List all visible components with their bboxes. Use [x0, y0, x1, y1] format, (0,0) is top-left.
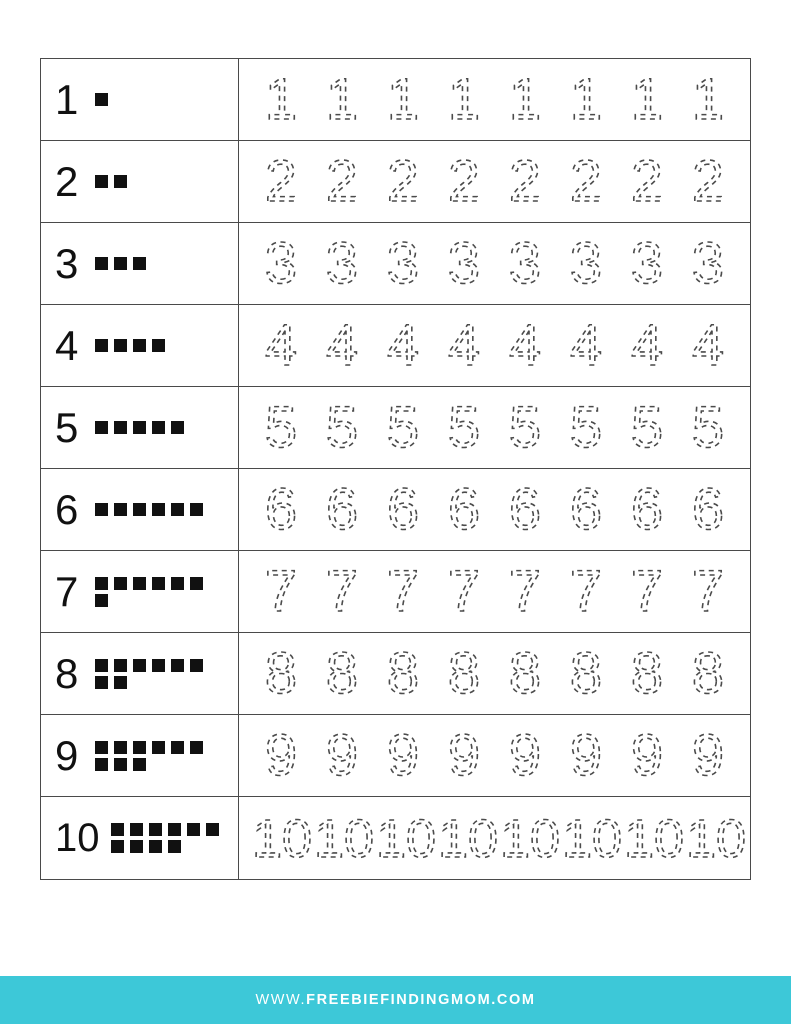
count-dot: [95, 577, 108, 590]
svg-text:7: 7: [569, 558, 602, 624]
svg-text:6: 6: [630, 476, 663, 542]
svg-text:7: 7: [691, 558, 724, 624]
trace-numeral: [444, 231, 484, 297]
dot-group: [95, 91, 221, 108]
svg-text:9: 9: [326, 722, 359, 788]
count-dot: [152, 741, 165, 754]
count-dot: [149, 840, 162, 853]
trace-cell: [239, 797, 759, 879]
svg-text:8: 8: [326, 640, 359, 706]
count-dot: [114, 741, 127, 754]
trace-numeral: [499, 805, 561, 871]
svg-text:3: 3: [387, 230, 420, 296]
trace-numeral: [627, 67, 667, 133]
trace-numeral: [688, 559, 728, 625]
svg-text:2: 2: [447, 148, 481, 214]
trace-numeral: [383, 477, 423, 543]
trace-numeral: [627, 641, 667, 707]
row-numeral: 3: [55, 239, 79, 287]
svg-text:8: 8: [508, 640, 542, 706]
row-key-cell: [41, 715, 239, 796]
count-dot: [95, 758, 108, 771]
trace-numeral: [444, 477, 484, 543]
trace-numeral: [322, 395, 362, 461]
tracing-row: [41, 469, 750, 551]
trace-numeral: [566, 723, 606, 789]
svg-text:5: 5: [630, 394, 663, 460]
trace-numeral: [566, 149, 606, 215]
svg-text:8: 8: [630, 640, 663, 706]
svg-text:3: 3: [569, 230, 602, 296]
tracing-row: [41, 715, 750, 797]
count-dot: [114, 421, 127, 434]
svg-text:4: 4: [265, 312, 298, 378]
count-dot: [190, 659, 203, 672]
trace-numeral: [505, 559, 545, 625]
svg-text:10: 10: [251, 809, 313, 869]
svg-text:9: 9: [691, 722, 724, 788]
svg-text:9: 9: [630, 722, 663, 788]
trace-numeral: [444, 149, 484, 215]
count-dot: [190, 577, 203, 590]
site-url: [255, 992, 535, 1008]
count-dot: [130, 823, 143, 836]
trace-numeral: [566, 67, 606, 133]
svg-text:2: 2: [265, 148, 298, 214]
svg-text:5: 5: [326, 394, 359, 460]
svg-text:3: 3: [630, 230, 663, 296]
count-dot: [111, 840, 124, 853]
trace-cell: [239, 305, 750, 386]
trace-numeral: [261, 313, 301, 379]
row-key-cell: [41, 59, 239, 140]
row-key-cell: [41, 305, 239, 386]
count-dot: [95, 175, 108, 188]
svg-text:1: 1: [326, 66, 359, 132]
trace-numeral: [444, 67, 484, 133]
count-dot: [171, 503, 184, 516]
row-numeral: 5: [55, 403, 79, 451]
count-dot: [133, 758, 146, 771]
count-dot: [133, 503, 146, 516]
count-dot: [133, 659, 146, 672]
trace-numeral: [444, 641, 484, 707]
count-dot: [133, 421, 146, 434]
svg-text:1: 1: [508, 66, 542, 132]
trace-numeral: [261, 477, 301, 543]
count-dot: [152, 339, 165, 352]
trace-numeral: [261, 559, 301, 625]
dot-group: [95, 337, 221, 354]
svg-text:10: 10: [623, 809, 685, 869]
dot-group: [95, 575, 221, 609]
svg-text:4: 4: [447, 312, 481, 378]
row-numeral: 7: [55, 567, 79, 615]
svg-text:5: 5: [387, 394, 420, 460]
svg-text:2: 2: [691, 148, 724, 214]
svg-text:9: 9: [447, 722, 481, 788]
trace-numeral: [322, 67, 362, 133]
trace-numeral: [251, 805, 313, 871]
svg-text:10: 10: [313, 809, 375, 869]
svg-text:8: 8: [265, 640, 298, 706]
trace-numeral: [688, 313, 728, 379]
trace-numeral: [383, 723, 423, 789]
trace-numeral: [685, 805, 747, 871]
trace-numeral: [322, 641, 362, 707]
trace-numeral: [627, 313, 667, 379]
url-prefix: WWW.: [255, 992, 307, 1008]
trace-numeral: [505, 641, 545, 707]
trace-numeral: [322, 477, 362, 543]
svg-text:4: 4: [326, 312, 359, 378]
trace-numeral: [505, 231, 545, 297]
svg-text:10: 10: [561, 809, 623, 869]
trace-numeral: [627, 231, 667, 297]
row-key-cell: [41, 387, 239, 468]
svg-text:7: 7: [447, 558, 481, 624]
svg-text:4: 4: [508, 312, 542, 378]
svg-text:7: 7: [326, 558, 359, 624]
svg-text:5: 5: [265, 394, 298, 460]
count-dot: [168, 823, 181, 836]
trace-numeral: [688, 641, 728, 707]
svg-text:8: 8: [447, 640, 481, 706]
trace-numeral: [322, 313, 362, 379]
svg-text:6: 6: [691, 476, 724, 542]
svg-text:4: 4: [569, 312, 602, 378]
count-dot: [152, 659, 165, 672]
svg-text:1: 1: [447, 66, 481, 132]
trace-numeral: [566, 559, 606, 625]
count-dot: [168, 840, 181, 853]
count-dot: [95, 676, 108, 689]
count-dot: [114, 503, 127, 516]
count-dot: [111, 823, 124, 836]
trace-numeral: [623, 805, 685, 871]
count-dot: [114, 758, 127, 771]
svg-text:4: 4: [691, 312, 724, 378]
tracing-row: [41, 59, 750, 141]
svg-text:2: 2: [387, 148, 420, 214]
svg-text:3: 3: [508, 230, 542, 296]
svg-text:7: 7: [630, 558, 663, 624]
row-key-cell: [41, 551, 239, 632]
svg-text:5: 5: [447, 394, 481, 460]
row-numeral: 2: [55, 157, 79, 205]
tracing-row: [41, 551, 750, 633]
trace-numeral: [261, 641, 301, 707]
trace-numeral: [383, 641, 423, 707]
row-key-cell: [41, 469, 239, 550]
trace-numeral: [627, 559, 667, 625]
trace-numeral: [322, 559, 362, 625]
trace-numeral: [437, 805, 499, 871]
trace-cell: [239, 141, 750, 222]
svg-text:3: 3: [326, 230, 359, 296]
count-dot: [114, 339, 127, 352]
trace-cell: [239, 469, 750, 550]
svg-text:6: 6: [387, 476, 420, 542]
count-dot: [206, 823, 219, 836]
count-dot: [187, 823, 200, 836]
svg-text:10: 10: [685, 809, 747, 869]
dot-group: [95, 739, 221, 773]
svg-text:2: 2: [508, 148, 542, 214]
url-brand: FREEBIEFINDINGMOM: [306, 992, 492, 1008]
trace-numeral: [261, 67, 301, 133]
svg-text:10: 10: [499, 809, 561, 869]
trace-numeral: [322, 723, 362, 789]
trace-numeral: [627, 477, 667, 543]
trace-numeral: [383, 313, 423, 379]
trace-numeral: [505, 477, 545, 543]
trace-numeral: [688, 395, 728, 461]
trace-numeral: [444, 559, 484, 625]
trace-numeral: [383, 231, 423, 297]
svg-text:7: 7: [508, 558, 542, 624]
dot-group: [95, 173, 221, 190]
trace-numeral: [444, 313, 484, 379]
count-dot: [95, 503, 108, 516]
count-dot: [152, 503, 165, 516]
trace-numeral: [688, 723, 728, 789]
trace-numeral: [566, 231, 606, 297]
svg-text:8: 8: [387, 640, 420, 706]
trace-numeral: [688, 231, 728, 297]
trace-cell: [239, 387, 750, 468]
tracing-row: [41, 797, 750, 879]
count-dot: [133, 339, 146, 352]
row-numeral: 10: [55, 816, 100, 860]
trace-numeral: [383, 149, 423, 215]
svg-text:8: 8: [691, 640, 724, 706]
trace-numeral: [505, 149, 545, 215]
count-dot: [152, 421, 165, 434]
svg-text:5: 5: [691, 394, 724, 460]
row-numeral: 1: [55, 75, 79, 123]
trace-numeral: [505, 395, 545, 461]
svg-text:2: 2: [630, 148, 663, 214]
svg-text:3: 3: [447, 230, 481, 296]
svg-text:3: 3: [691, 230, 724, 296]
tracing-row: [41, 223, 750, 305]
trace-numeral: [261, 395, 301, 461]
trace-numeral: [261, 231, 301, 297]
trace-numeral: [444, 395, 484, 461]
trace-numeral: [375, 805, 437, 871]
trace-numeral: [688, 149, 728, 215]
count-dot: [171, 421, 184, 434]
tracing-row: [41, 387, 750, 469]
svg-text:1: 1: [569, 66, 602, 132]
svg-text:4: 4: [630, 312, 663, 378]
svg-text:6: 6: [508, 476, 542, 542]
trace-numeral: [383, 559, 423, 625]
count-dot: [149, 823, 162, 836]
svg-text:4: 4: [387, 312, 420, 378]
trace-numeral: [566, 313, 606, 379]
count-dot: [95, 421, 108, 434]
dot-group: [95, 419, 221, 436]
trace-numeral: [383, 395, 423, 461]
svg-text:9: 9: [265, 722, 298, 788]
trace-numeral: [561, 805, 623, 871]
count-dot: [114, 577, 127, 590]
svg-text:9: 9: [508, 722, 542, 788]
svg-text:5: 5: [508, 394, 542, 460]
row-numeral: 8: [55, 649, 79, 697]
trace-numeral: [505, 313, 545, 379]
trace-numeral: [688, 477, 728, 543]
svg-text:6: 6: [265, 476, 298, 542]
trace-numeral: [627, 723, 667, 789]
row-numeral: 4: [55, 321, 79, 369]
svg-text:2: 2: [569, 148, 602, 214]
trace-numeral: [261, 723, 301, 789]
trace-numeral: [444, 723, 484, 789]
svg-text:6: 6: [569, 476, 602, 542]
trace-numeral: [566, 395, 606, 461]
count-dot: [171, 577, 184, 590]
count-dot: [95, 594, 108, 607]
row-numeral: 6: [55, 485, 79, 533]
svg-text:5: 5: [569, 394, 602, 460]
trace-numeral: [627, 149, 667, 215]
count-dot: [152, 577, 165, 590]
svg-text:6: 6: [326, 476, 359, 542]
url-suffix: .COM: [491, 992, 536, 1008]
count-dot: [133, 741, 146, 754]
svg-text:9: 9: [387, 722, 420, 788]
trace-numeral: [322, 231, 362, 297]
count-dot: [130, 840, 143, 853]
count-dot: [114, 257, 127, 270]
svg-text:7: 7: [265, 558, 298, 624]
trace-numeral: [313, 805, 375, 871]
count-dot: [133, 257, 146, 270]
row-key-cell: [41, 797, 239, 879]
tracing-row: [41, 305, 750, 387]
trace-numeral: [322, 149, 362, 215]
row-numeral: 9: [55, 731, 79, 779]
svg-text:1: 1: [387, 66, 420, 132]
trace-numeral: [688, 67, 728, 133]
count-dot: [171, 659, 184, 672]
trace-numeral: [383, 67, 423, 133]
count-dot: [95, 741, 108, 754]
count-dot: [95, 93, 108, 106]
count-dot: [133, 577, 146, 590]
count-dot: [114, 175, 127, 188]
row-key-cell: [41, 223, 239, 304]
svg-text:1: 1: [630, 66, 663, 132]
svg-text:10: 10: [375, 809, 437, 869]
dot-group: [95, 657, 221, 691]
trace-numeral: [505, 67, 545, 133]
svg-text:1: 1: [265, 66, 298, 132]
count-dot: [114, 676, 127, 689]
trace-numeral: [505, 723, 545, 789]
count-dot: [95, 659, 108, 672]
svg-text:9: 9: [569, 722, 602, 788]
trace-cell: [239, 59, 750, 140]
svg-text:8: 8: [569, 640, 602, 706]
count-dot: [95, 339, 108, 352]
svg-text:2: 2: [326, 148, 359, 214]
row-key-cell: [41, 633, 239, 714]
dot-group: [95, 501, 221, 518]
tracing-row: [41, 633, 750, 715]
count-dot: [190, 741, 203, 754]
count-dot: [95, 257, 108, 270]
trace-numeral: [627, 395, 667, 461]
trace-cell: [239, 633, 750, 714]
dot-group: [111, 821, 237, 855]
tracing-row: [41, 141, 750, 223]
dot-group: [95, 255, 221, 272]
svg-text:10: 10: [437, 809, 499, 869]
trace-cell: [239, 551, 750, 632]
trace-cell: [239, 715, 750, 796]
row-key-cell: [41, 141, 239, 222]
footer-bar: [0, 976, 791, 1024]
trace-cell: [239, 223, 750, 304]
svg-text:6: 6: [447, 476, 481, 542]
tracing-table: [40, 58, 751, 880]
count-dot: [114, 659, 127, 672]
svg-text:7: 7: [387, 558, 420, 624]
trace-numeral: [261, 149, 301, 215]
count-dot: [171, 741, 184, 754]
count-dot: [190, 503, 203, 516]
svg-text:1: 1: [691, 66, 724, 132]
svg-text:3: 3: [265, 230, 298, 296]
trace-numeral: [566, 641, 606, 707]
trace-numeral: [566, 477, 606, 543]
